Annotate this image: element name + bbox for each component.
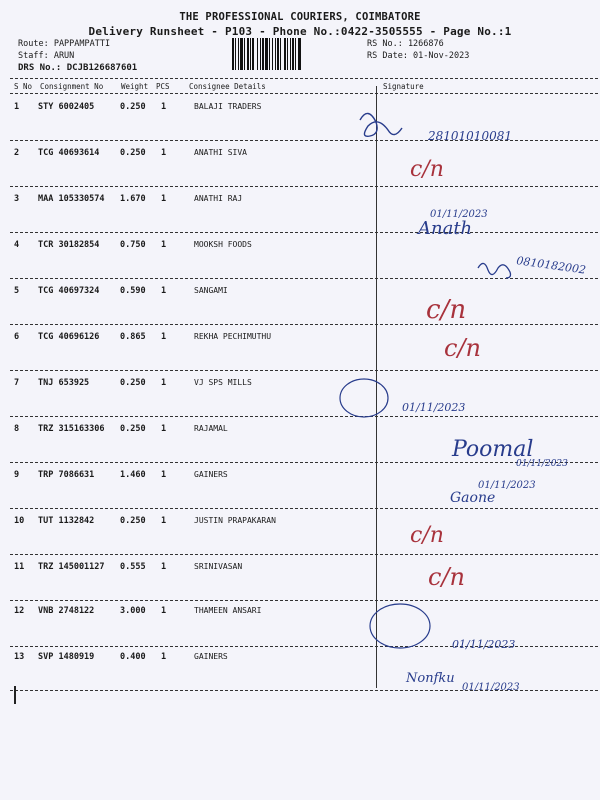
company-title: THE PROFESSIONAL COURIERS, COIMBATORE — [179, 11, 421, 23]
table-row — [0, 194, 600, 214]
row-pcs: 1 — [161, 148, 167, 158]
row-pcs: 1 — [161, 332, 167, 342]
row-consignment-no: TCG 40693614 — [38, 148, 100, 158]
table-row — [0, 286, 600, 306]
row-divider — [10, 370, 598, 371]
row-pcs: 1 — [161, 102, 167, 112]
row3-sign-name: Anath — [418, 218, 473, 239]
col-header-pcs: PCS — [156, 82, 170, 91]
row-consignment-no: STY 6002405 — [38, 102, 95, 112]
row-sno: 13 — [14, 652, 25, 662]
rs-date: RS Date: 01-Nov-2023 — [367, 51, 470, 61]
row-pcs: 1 — [161, 240, 167, 250]
row10-cn-mark: c/n — [410, 523, 444, 548]
table-row — [0, 652, 600, 672]
row-consignee: ANATHI SIVA — [194, 148, 247, 157]
row-pcs: 1 — [161, 378, 167, 388]
row-weight: 1.460 — [120, 470, 146, 480]
row8-sign-date: 01/11/2023 — [516, 459, 568, 469]
col-header-weight: Weight — [121, 82, 149, 91]
drs-number: DRS No.: DCJB126687601 — [18, 63, 138, 73]
row-sno: 7 — [14, 378, 20, 388]
row-divider — [10, 324, 598, 325]
staff-text: Staff: ARUN — [18, 51, 75, 61]
row11-cn-mark: c/n — [428, 563, 465, 591]
row-pcs: 1 — [161, 562, 167, 572]
row-weight: 0.590 — [120, 286, 146, 296]
row-sno: 9 — [14, 470, 20, 480]
row-consignment-no: TCG 40696126 — [38, 332, 100, 342]
col-header-consignee: Consignee Details — [189, 82, 266, 91]
row-sno: 10 — [14, 516, 25, 526]
margin-mark — [14, 686, 16, 704]
row-weight: 0.250 — [120, 102, 146, 112]
row4-sign-date: 0810182002 — [515, 254, 587, 277]
col-header-consignment: Consignment No — [40, 82, 104, 91]
row-sno: 5 — [14, 286, 20, 296]
row-consignee: SRINIVASAN — [194, 562, 243, 571]
row-consignment-no: TCG 40697324 — [38, 286, 100, 296]
row-weight: 0.750 — [120, 240, 146, 250]
row7-sign-date: 01/11/2023 — [402, 401, 466, 414]
row-divider — [10, 600, 598, 601]
row-consignment-no: SVP 1480919 — [38, 652, 95, 662]
barcode-bar — [301, 38, 302, 70]
row-weight: 0.250 — [120, 378, 146, 388]
runsheet-subtitle: Delivery Runsheet - P103 - Phone No.:0422-3505555 - Page No.:1 — [88, 25, 512, 38]
row-pcs: 1 — [161, 652, 167, 662]
row-consignment-no: TRP 7086631 — [38, 470, 95, 480]
row-consignment-no: TUT 1132842 — [38, 516, 95, 526]
row-consignee: VJ SPS MILLS — [194, 378, 252, 387]
row-divider — [10, 278, 598, 279]
table-row — [0, 606, 600, 626]
row-sno: 3 — [14, 194, 20, 204]
route-text: Route: PAPPAMPATTI — [18, 39, 111, 49]
row-sno: 8 — [14, 424, 20, 434]
row5-cn-mark: c/n — [426, 295, 467, 325]
row-consignment-no: TCR 30182854 — [38, 240, 100, 250]
row-pcs: 1 — [161, 470, 167, 480]
row-pcs: 1 — [161, 424, 167, 434]
row-consignee: SANGAMI — [194, 286, 228, 295]
row-consignee: GAINERS — [194, 470, 228, 479]
row-weight: 0.250 — [120, 148, 146, 158]
row-consignment-no: MAA 105330574 — [38, 194, 105, 204]
row-weight: 0.555 — [120, 562, 146, 572]
col-header-signature: Signature — [383, 82, 424, 91]
table-row — [0, 516, 600, 536]
barcode — [232, 38, 360, 70]
row-weight: 0.865 — [120, 332, 146, 342]
row8-sign-name: Poomal — [452, 437, 534, 462]
row-divider — [10, 186, 598, 187]
header-divider-top — [10, 78, 598, 79]
table-row — [0, 148, 600, 168]
row-weight: 1.670 — [120, 194, 146, 204]
row-sno: 6 — [14, 332, 20, 342]
row-consignee: ANATHI RAJ — [194, 194, 243, 203]
table-row — [0, 378, 600, 398]
row12-sign-date: 01/11/2023 — [452, 638, 516, 651]
row-consignee: REKHA PECHIMUTHU — [194, 332, 272, 341]
row-divider — [10, 416, 598, 417]
table-row — [0, 240, 600, 260]
table-row — [0, 102, 600, 122]
row-consignee: JUSTIN PRAPAKARAN — [194, 516, 276, 525]
row3-sign-date: 01/11/2023 — [430, 209, 488, 220]
row-divider — [10, 462, 598, 463]
row-pcs: 1 — [161, 286, 167, 296]
row1-sign-date: 28101010081 — [428, 129, 512, 143]
row-sno: 2 — [14, 148, 20, 158]
header-divider-bottom — [10, 93, 598, 94]
row-consignee: MOOKSH FOODS — [194, 240, 252, 249]
table-row — [0, 562, 600, 582]
row-consignee: BALAJI TRADERS — [194, 102, 262, 111]
row9-sign-date: 01/11/2023 — [478, 480, 536, 491]
row-divider — [10, 232, 598, 233]
row-divider — [10, 508, 598, 509]
row2-cn-mark: c/n — [410, 157, 444, 182]
row13-sign-date: 01/11/2023 — [462, 682, 520, 693]
row9-sign-name: Gaone — [450, 490, 496, 506]
row-pcs: 1 — [161, 606, 167, 616]
rs-number: RS No.: 1266876 — [367, 39, 444, 49]
row-divider — [10, 554, 598, 555]
row-pcs: 1 — [161, 194, 167, 204]
row6-cn-mark: c/n — [444, 334, 481, 362]
row-consignee: THAMEEN ANSARI — [194, 606, 262, 615]
row-consignment-no: TRZ 145001127 — [38, 562, 105, 572]
row-pcs: 1 — [161, 516, 167, 526]
col-header-sno: S No — [14, 82, 33, 91]
row-consignment-no: TRZ 315163306 — [38, 424, 105, 434]
row-sno: 1 — [14, 102, 20, 112]
row4-signature-scribble — [478, 263, 511, 278]
row-consignment-no: VNB 2748122 — [38, 606, 95, 616]
row13-sign-name: Nonfku — [406, 671, 455, 686]
row-weight: 0.250 — [120, 516, 146, 526]
row-weight: 3.000 — [120, 606, 146, 616]
row-weight: 0.250 — [120, 424, 146, 434]
row-sno: 4 — [14, 240, 20, 250]
row-consignee: GAINERS — [194, 652, 228, 661]
row-sno: 12 — [14, 606, 25, 616]
row-sno: 11 — [14, 562, 25, 572]
row-weight: 0.400 — [120, 652, 146, 662]
row-consignment-no: TNJ 653925 — [38, 378, 90, 388]
table-row — [0, 332, 600, 352]
row-consignee: RAJAMAL — [194, 424, 228, 433]
